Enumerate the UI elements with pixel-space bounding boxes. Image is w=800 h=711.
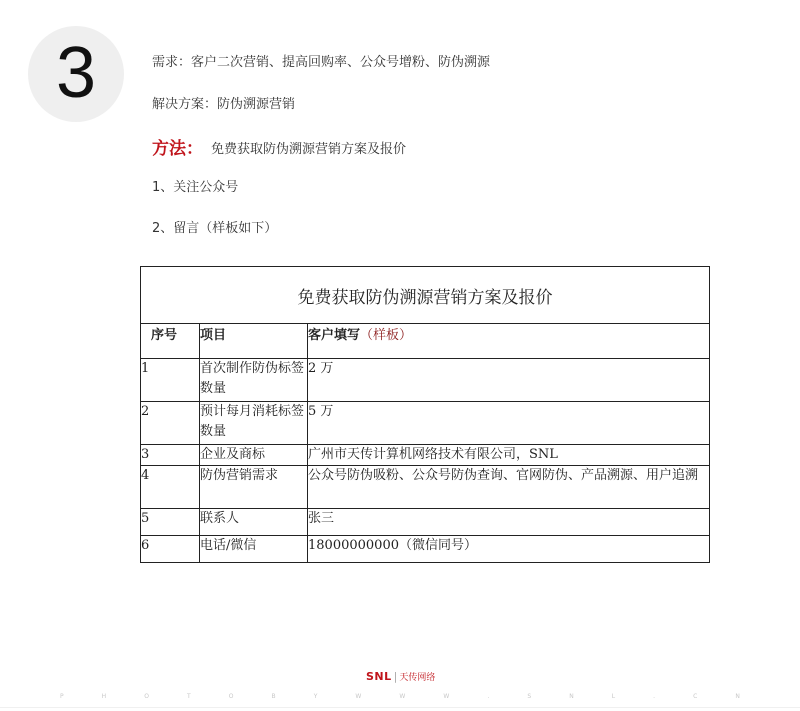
row-value: 广州市天传计算机网络技术有限公司，SNL <box>308 445 710 466</box>
url-char: W <box>443 693 450 700</box>
header-fill <box>308 324 710 359</box>
row-value: 2 万 <box>308 359 710 402</box>
header-fill-label: 客户填写 <box>308 328 361 343</box>
row-item: 电话/微信 <box>200 536 308 563</box>
url-char: T <box>187 693 191 700</box>
url-char: S <box>527 693 532 700</box>
footer-url-watermark <box>60 693 740 700</box>
row-value: 公众号防伪吸粉、公众号防伪查询、官网防伪、产品溯源、用户追溯 <box>308 466 710 509</box>
url-char: W <box>355 693 362 700</box>
method-line <box>152 134 406 159</box>
table-row <box>141 402 710 445</box>
requirement-text: 需求：客户二次营销、提高回购率、公众号增粉、防伪溯源 <box>152 55 491 70</box>
table-row <box>141 509 710 536</box>
step1-text: 1、关注公众号 <box>152 180 239 195</box>
url-char: L <box>611 693 616 700</box>
step-number: 3 <box>55 33 97 113</box>
row-value: 5 万 <box>308 402 710 445</box>
row-item: 企业及商标 <box>200 445 308 466</box>
table-header-row <box>141 324 710 359</box>
row-no: 1 <box>141 359 200 402</box>
row-item: 联系人 <box>200 509 308 536</box>
row-item: 防伪营销需求 <box>200 466 308 509</box>
row-value: 18000000000（微信同号） <box>308 536 710 563</box>
row-value: 张三 <box>308 509 710 536</box>
step2-text: 2、留言（样板如下） <box>152 221 278 236</box>
url-char: . <box>653 693 656 700</box>
snl-logo <box>366 670 435 683</box>
logo-company-name: 天传网络 <box>399 673 436 683</box>
row-no: 4 <box>141 466 200 509</box>
logo-separator: | <box>393 670 398 683</box>
bottom-divider <box>0 707 800 708</box>
row-no: 2 <box>141 402 200 445</box>
table-row <box>141 466 710 509</box>
header-item: 项目 <box>200 324 308 359</box>
url-char: N <box>735 693 740 700</box>
url-char: O <box>228 693 234 700</box>
url-char: P <box>60 693 64 700</box>
solution-text: 解决方案：防伪溯源营销 <box>152 97 296 112</box>
row-item: 预计每月消耗标签数量 <box>200 402 308 445</box>
url-char: O <box>144 693 149 700</box>
header-no: 序号 <box>141 324 200 359</box>
table-row <box>141 445 710 466</box>
sample-form-table <box>140 266 710 563</box>
table-row <box>141 536 710 563</box>
step-number-badge <box>28 26 124 122</box>
url-char: H <box>101 693 107 700</box>
url-char: Y <box>313 693 318 700</box>
url-char: W <box>399 693 406 700</box>
row-item: 首次制作防伪标签数量 <box>200 359 308 402</box>
row-no: 3 <box>141 445 200 466</box>
url-char: . <box>487 693 490 700</box>
logo-snl-text: SNL <box>366 670 392 683</box>
header-fill-note: （样板） <box>360 328 413 343</box>
row-no: 6 <box>141 536 200 563</box>
form-title: 免费获取防伪溯源营销方案及报价 <box>141 267 710 324</box>
row-no: 5 <box>141 509 200 536</box>
method-text: 免费获取防伪溯源营销方案及报价 <box>211 142 407 157</box>
method-label: 方法： <box>152 139 203 159</box>
url-char: B <box>271 693 276 700</box>
table-row <box>141 359 710 402</box>
url-char: C <box>693 693 698 700</box>
url-char: N <box>569 693 574 700</box>
